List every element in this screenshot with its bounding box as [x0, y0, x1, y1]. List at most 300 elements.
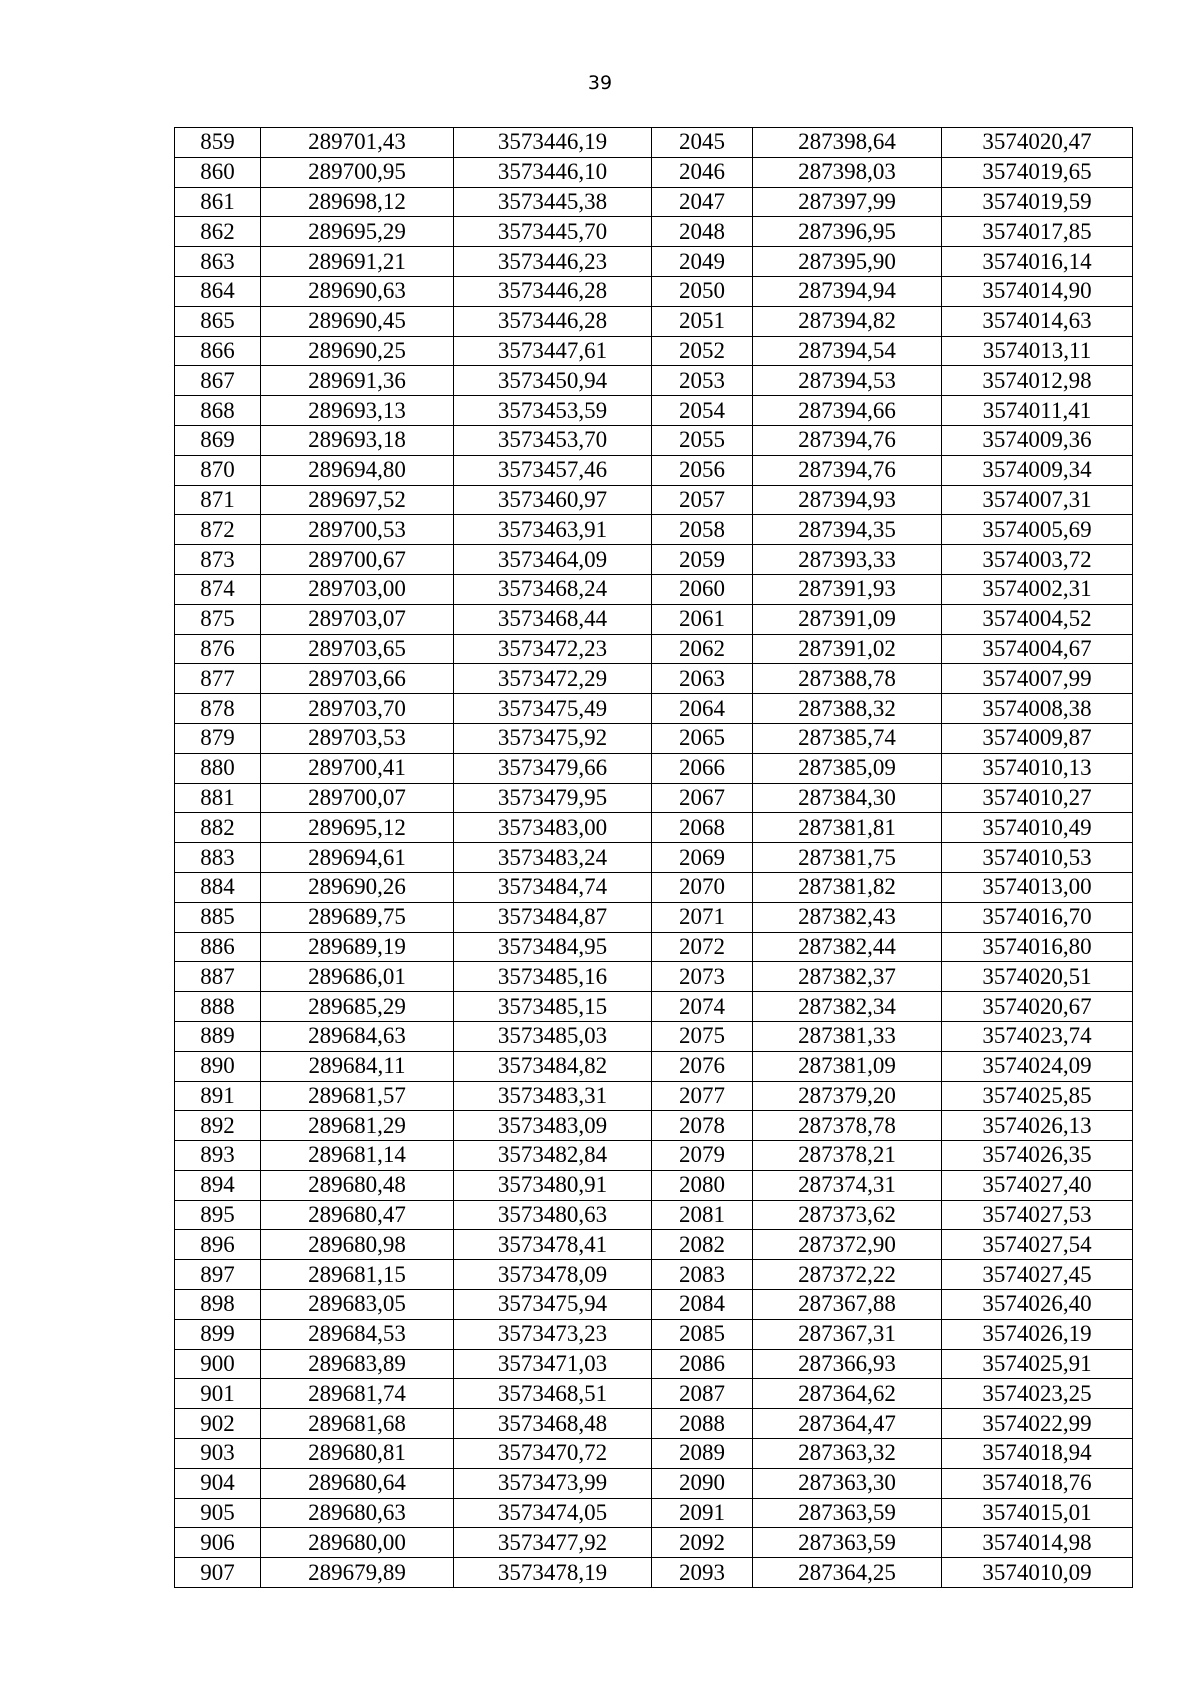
- table-row: [175, 902, 1133, 932]
- point-number-cell: 2089: [652, 1439, 753, 1469]
- x-coordinate-cell: 287393,33: [753, 545, 942, 575]
- point-number-cell: 2081: [652, 1200, 753, 1230]
- x-coordinate-cell: 287384,30: [753, 783, 942, 813]
- x-coordinate-cell: 289689,75: [261, 902, 454, 932]
- point-number-cell: 868: [175, 396, 261, 426]
- x-coordinate-cell: 287381,33: [753, 1021, 942, 1051]
- point-number-cell: 873: [175, 545, 261, 575]
- point-number-cell: 2059: [652, 545, 753, 575]
- x-coordinate-cell: 287395,90: [753, 247, 942, 277]
- y-coordinate-cell: 3574008,38: [942, 694, 1133, 724]
- y-coordinate-cell: 3574002,31: [942, 574, 1133, 604]
- point-number-cell: 2082: [652, 1230, 753, 1260]
- point-number-cell: 2084: [652, 1290, 753, 1320]
- table-row: [175, 306, 1133, 336]
- y-coordinate-cell: 3573475,49: [454, 694, 652, 724]
- point-number-cell: 889: [175, 1021, 261, 1051]
- point-number-cell: 866: [175, 336, 261, 366]
- table-row: [175, 366, 1133, 396]
- point-number-cell: 863: [175, 247, 261, 277]
- point-number-cell: 901: [175, 1379, 261, 1409]
- y-coordinate-cell: 3574026,19: [942, 1319, 1133, 1349]
- point-number-cell: 2049: [652, 247, 753, 277]
- x-coordinate-cell: 289684,11: [261, 1051, 454, 1081]
- table-row: [175, 843, 1133, 873]
- table-row: [175, 425, 1133, 455]
- y-coordinate-cell: 3574027,54: [942, 1230, 1133, 1260]
- x-coordinate-cell: 289695,29: [261, 217, 454, 247]
- y-coordinate-cell: 3574017,85: [942, 217, 1133, 247]
- y-coordinate-cell: 3573453,59: [454, 396, 652, 426]
- point-number-cell: 878: [175, 694, 261, 724]
- x-coordinate-cell: 287394,54: [753, 336, 942, 366]
- point-number-cell: 898: [175, 1290, 261, 1320]
- x-coordinate-cell: 289680,00: [261, 1528, 454, 1558]
- y-coordinate-cell: 3574023,74: [942, 1021, 1133, 1051]
- x-coordinate-cell: 289684,63: [261, 1021, 454, 1051]
- y-coordinate-cell: 3573470,72: [454, 1439, 652, 1469]
- y-coordinate-cell: 3573473,99: [454, 1468, 652, 1498]
- y-coordinate-cell: 3574020,47: [942, 128, 1133, 158]
- x-coordinate-cell: 287391,09: [753, 604, 942, 634]
- x-coordinate-cell: 287381,82: [753, 872, 942, 902]
- point-number-cell: 896: [175, 1230, 261, 1260]
- point-number-cell: 886: [175, 932, 261, 962]
- x-coordinate-cell: 289681,15: [261, 1260, 454, 1290]
- x-coordinate-cell: 287388,32: [753, 694, 942, 724]
- x-coordinate-cell: 287396,95: [753, 217, 942, 247]
- point-number-cell: 871: [175, 485, 261, 515]
- x-coordinate-cell: 287391,02: [753, 634, 942, 664]
- point-number-cell: 2088: [652, 1409, 753, 1439]
- table-row: [175, 1021, 1133, 1051]
- y-coordinate-cell: 3573468,48: [454, 1409, 652, 1439]
- point-number-cell: 888: [175, 992, 261, 1022]
- y-coordinate-cell: 3574009,87: [942, 723, 1133, 753]
- table-row: [175, 783, 1133, 813]
- point-number-cell: 885: [175, 902, 261, 932]
- point-number-cell: 904: [175, 1468, 261, 1498]
- point-number-cell: 2064: [652, 694, 753, 724]
- x-coordinate-cell: 287379,20: [753, 1081, 942, 1111]
- y-coordinate-cell: 3573453,70: [454, 425, 652, 455]
- point-number-cell: 887: [175, 962, 261, 992]
- x-coordinate-cell: 287397,99: [753, 187, 942, 217]
- point-number-cell: 2091: [652, 1498, 753, 1528]
- point-number-cell: 899: [175, 1319, 261, 1349]
- point-number-cell: 2077: [652, 1081, 753, 1111]
- point-number-cell: 905: [175, 1498, 261, 1528]
- point-number-cell: 2066: [652, 753, 753, 783]
- y-coordinate-cell: 3574009,36: [942, 425, 1133, 455]
- x-coordinate-cell: 289697,52: [261, 485, 454, 515]
- table-row: [175, 664, 1133, 694]
- x-coordinate-cell: 289703,70: [261, 694, 454, 724]
- table-row: [175, 694, 1133, 724]
- point-number-cell: 907: [175, 1558, 261, 1588]
- point-number-cell: 861: [175, 187, 261, 217]
- point-number-cell: 865: [175, 306, 261, 336]
- x-coordinate-cell: 289691,21: [261, 247, 454, 277]
- point-number-cell: 2061: [652, 604, 753, 634]
- point-number-cell: 2056: [652, 455, 753, 485]
- point-number-cell: 874: [175, 574, 261, 604]
- point-number-cell: 2073: [652, 962, 753, 992]
- x-coordinate-cell: 289690,25: [261, 336, 454, 366]
- point-number-cell: 2072: [652, 932, 753, 962]
- y-coordinate-cell: 3573483,24: [454, 843, 652, 873]
- x-coordinate-cell: 287394,93: [753, 485, 942, 515]
- x-coordinate-cell: 287372,90: [753, 1230, 942, 1260]
- y-coordinate-cell: 3573484,87: [454, 902, 652, 932]
- y-coordinate-cell: 3574003,72: [942, 545, 1133, 575]
- point-number-cell: 2075: [652, 1021, 753, 1051]
- y-coordinate-cell: 3573450,94: [454, 366, 652, 396]
- table-row: [175, 455, 1133, 485]
- y-coordinate-cell: 3574014,98: [942, 1528, 1133, 1558]
- x-coordinate-cell: 289700,67: [261, 545, 454, 575]
- y-coordinate-cell: 3574016,80: [942, 932, 1133, 962]
- point-number-cell: 2045: [652, 128, 753, 158]
- x-coordinate-cell: 287372,22: [753, 1260, 942, 1290]
- x-coordinate-cell: 287385,74: [753, 723, 942, 753]
- y-coordinate-cell: 3574014,63: [942, 306, 1133, 336]
- y-coordinate-cell: 3574004,67: [942, 634, 1133, 664]
- table-row: [175, 992, 1133, 1022]
- table-row: [175, 1349, 1133, 1379]
- x-coordinate-cell: 289694,61: [261, 843, 454, 873]
- point-number-cell: 891: [175, 1081, 261, 1111]
- x-coordinate-cell: 287363,32: [753, 1439, 942, 1469]
- point-number-cell: 872: [175, 515, 261, 545]
- y-coordinate-cell: 3573446,28: [454, 276, 652, 306]
- point-number-cell: 877: [175, 664, 261, 694]
- table-row: [175, 1051, 1133, 1081]
- table-row: [175, 485, 1133, 515]
- table-row: [175, 1200, 1133, 1230]
- y-coordinate-cell: 3574010,53: [942, 843, 1133, 873]
- point-number-cell: 2093: [652, 1558, 753, 1588]
- x-coordinate-cell: 287364,47: [753, 1409, 942, 1439]
- table-row: [175, 1141, 1133, 1171]
- y-coordinate-cell: 3574005,69: [942, 515, 1133, 545]
- x-coordinate-cell: 289686,01: [261, 962, 454, 992]
- x-coordinate-cell: 289681,14: [261, 1141, 454, 1171]
- x-coordinate-cell: 287367,31: [753, 1319, 942, 1349]
- point-number-cell: 880: [175, 753, 261, 783]
- y-coordinate-cell: 3573446,10: [454, 157, 652, 187]
- y-coordinate-cell: 3574007,31: [942, 485, 1133, 515]
- table-row: [175, 1111, 1133, 1141]
- point-number-cell: 2053: [652, 366, 753, 396]
- x-coordinate-cell: 287398,64: [753, 128, 942, 158]
- point-number-cell: 870: [175, 455, 261, 485]
- x-coordinate-cell: 289694,80: [261, 455, 454, 485]
- point-number-cell: 2083: [652, 1260, 753, 1290]
- point-number-cell: 2052: [652, 336, 753, 366]
- y-coordinate-cell: 3573478,19: [454, 1558, 652, 1588]
- y-coordinate-cell: 3573471,03: [454, 1349, 652, 1379]
- x-coordinate-cell: 287367,88: [753, 1290, 942, 1320]
- table-row: [175, 1528, 1133, 1558]
- point-number-cell: 875: [175, 604, 261, 634]
- y-coordinate-cell: 3574025,85: [942, 1081, 1133, 1111]
- table-row: [175, 962, 1133, 992]
- y-coordinate-cell: 3573485,03: [454, 1021, 652, 1051]
- x-coordinate-cell: 287394,66: [753, 396, 942, 426]
- table-row: [175, 1439, 1133, 1469]
- point-number-cell: 900: [175, 1349, 261, 1379]
- table-row: [175, 872, 1133, 902]
- y-coordinate-cell: 3574018,76: [942, 1468, 1133, 1498]
- table-row: [175, 1409, 1133, 1439]
- y-coordinate-cell: 3574027,40: [942, 1170, 1133, 1200]
- point-number-cell: 890: [175, 1051, 261, 1081]
- y-coordinate-cell: 3573474,05: [454, 1498, 652, 1528]
- table-row: [175, 396, 1133, 426]
- point-number-cell: 903: [175, 1439, 261, 1469]
- y-coordinate-cell: 3574026,13: [942, 1111, 1133, 1141]
- point-number-cell: 2067: [652, 783, 753, 813]
- x-coordinate-cell: 287381,75: [753, 843, 942, 873]
- x-coordinate-cell: 287382,37: [753, 962, 942, 992]
- y-coordinate-cell: 3574025,91: [942, 1349, 1133, 1379]
- y-coordinate-cell: 3573483,00: [454, 813, 652, 843]
- point-number-cell: 2055: [652, 425, 753, 455]
- point-number-cell: 2062: [652, 634, 753, 664]
- table-row: [175, 753, 1133, 783]
- x-coordinate-cell: 287394,53: [753, 366, 942, 396]
- point-number-cell: 2080: [652, 1170, 753, 1200]
- x-coordinate-cell: 287373,62: [753, 1200, 942, 1230]
- y-coordinate-cell: 3573446,23: [454, 247, 652, 277]
- table-row: [175, 604, 1133, 634]
- y-coordinate-cell: 3573485,15: [454, 992, 652, 1022]
- x-coordinate-cell: 289700,07: [261, 783, 454, 813]
- point-number-cell: 895: [175, 1200, 261, 1230]
- point-number-cell: 881: [175, 783, 261, 813]
- table-row: [175, 1290, 1133, 1320]
- x-coordinate-cell: 289701,43: [261, 128, 454, 158]
- x-coordinate-cell: 289683,05: [261, 1290, 454, 1320]
- y-coordinate-cell: 3574026,35: [942, 1141, 1133, 1171]
- y-coordinate-cell: 3573475,92: [454, 723, 652, 753]
- x-coordinate-cell: 289698,12: [261, 187, 454, 217]
- y-coordinate-cell: 3573468,24: [454, 574, 652, 604]
- y-coordinate-cell: 3573446,28: [454, 306, 652, 336]
- y-coordinate-cell: 3573460,97: [454, 485, 652, 515]
- x-coordinate-cell: 287374,31: [753, 1170, 942, 1200]
- y-coordinate-cell: 3574019,65: [942, 157, 1133, 187]
- point-number-cell: 2086: [652, 1349, 753, 1379]
- x-coordinate-cell: 289690,26: [261, 872, 454, 902]
- x-coordinate-cell: 287394,94: [753, 276, 942, 306]
- y-coordinate-cell: 3574026,40: [942, 1290, 1133, 1320]
- x-coordinate-cell: 289703,65: [261, 634, 454, 664]
- point-number-cell: 869: [175, 425, 261, 455]
- x-coordinate-cell: 287366,93: [753, 1349, 942, 1379]
- y-coordinate-cell: 3573478,41: [454, 1230, 652, 1260]
- x-coordinate-cell: 287388,78: [753, 664, 942, 694]
- x-coordinate-cell: 289695,12: [261, 813, 454, 843]
- table-row: [175, 574, 1133, 604]
- y-coordinate-cell: 3573483,31: [454, 1081, 652, 1111]
- x-coordinate-cell: 289680,63: [261, 1498, 454, 1528]
- point-number-cell: 862: [175, 217, 261, 247]
- table-row: [175, 723, 1133, 753]
- y-coordinate-cell: 3573480,91: [454, 1170, 652, 1200]
- point-number-cell: 2051: [652, 306, 753, 336]
- y-coordinate-cell: 3574023,25: [942, 1379, 1133, 1409]
- x-coordinate-cell: 287391,93: [753, 574, 942, 604]
- point-number-cell: 2085: [652, 1319, 753, 1349]
- x-coordinate-cell: 287364,62: [753, 1379, 942, 1409]
- point-number-cell: 860: [175, 157, 261, 187]
- table-row: [175, 1081, 1133, 1111]
- point-number-cell: 883: [175, 843, 261, 873]
- y-coordinate-cell: 3573446,19: [454, 128, 652, 158]
- x-coordinate-cell: 289680,47: [261, 1200, 454, 1230]
- y-coordinate-cell: 3574010,49: [942, 813, 1133, 843]
- x-coordinate-cell: 289679,89: [261, 1558, 454, 1588]
- point-number-cell: 2063: [652, 664, 753, 694]
- point-number-cell: 2058: [652, 515, 753, 545]
- y-coordinate-cell: 3573457,46: [454, 455, 652, 485]
- y-coordinate-cell: 3573483,09: [454, 1111, 652, 1141]
- y-coordinate-cell: 3573477,92: [454, 1528, 652, 1558]
- x-coordinate-cell: 289690,63: [261, 276, 454, 306]
- y-coordinate-cell: 3573479,95: [454, 783, 652, 813]
- x-coordinate-cell: 289700,53: [261, 515, 454, 545]
- x-coordinate-cell: 289681,57: [261, 1081, 454, 1111]
- x-coordinate-cell: 287363,59: [753, 1528, 942, 1558]
- y-coordinate-cell: 3574019,59: [942, 187, 1133, 217]
- y-coordinate-cell: 3573473,23: [454, 1319, 652, 1349]
- x-coordinate-cell: 289689,19: [261, 932, 454, 962]
- point-number-cell: 892: [175, 1111, 261, 1141]
- table-row: [175, 1170, 1133, 1200]
- y-coordinate-cell: 3574027,45: [942, 1260, 1133, 1290]
- table-row: [175, 1379, 1133, 1409]
- y-coordinate-cell: 3574016,70: [942, 902, 1133, 932]
- coordinates-table: [174, 127, 1133, 1588]
- y-coordinate-cell: 3573484,82: [454, 1051, 652, 1081]
- y-coordinate-cell: 3574004,52: [942, 604, 1133, 634]
- y-coordinate-cell: 3573445,38: [454, 187, 652, 217]
- y-coordinate-cell: 3573468,44: [454, 604, 652, 634]
- table-row: [175, 813, 1133, 843]
- table-row: [175, 1230, 1133, 1260]
- x-coordinate-cell: 289680,98: [261, 1230, 454, 1260]
- table-row: [175, 515, 1133, 545]
- y-coordinate-cell: 3574015,01: [942, 1498, 1133, 1528]
- table-row: [175, 1498, 1133, 1528]
- y-coordinate-cell: 3574009,34: [942, 455, 1133, 485]
- y-coordinate-cell: 3574014,90: [942, 276, 1133, 306]
- point-number-cell: 2076: [652, 1051, 753, 1081]
- x-coordinate-cell: 289684,53: [261, 1319, 454, 1349]
- point-number-cell: 2048: [652, 217, 753, 247]
- x-coordinate-cell: 289680,81: [261, 1439, 454, 1469]
- point-number-cell: 897: [175, 1260, 261, 1290]
- x-coordinate-cell: 289693,13: [261, 396, 454, 426]
- y-coordinate-cell: 3573482,84: [454, 1141, 652, 1171]
- x-coordinate-cell: 289685,29: [261, 992, 454, 1022]
- point-number-cell: 2078: [652, 1111, 753, 1141]
- x-coordinate-cell: 289681,29: [261, 1111, 454, 1141]
- x-coordinate-cell: 289703,66: [261, 664, 454, 694]
- x-coordinate-cell: 287363,30: [753, 1468, 942, 1498]
- x-coordinate-cell: 289690,45: [261, 306, 454, 336]
- x-coordinate-cell: 289703,07: [261, 604, 454, 634]
- y-coordinate-cell: 3573485,16: [454, 962, 652, 992]
- y-coordinate-cell: 3574013,00: [942, 872, 1133, 902]
- point-number-cell: 2070: [652, 872, 753, 902]
- x-coordinate-cell: 287381,09: [753, 1051, 942, 1081]
- x-coordinate-cell: 289680,64: [261, 1468, 454, 1498]
- x-coordinate-cell: 287378,78: [753, 1111, 942, 1141]
- x-coordinate-cell: 289691,36: [261, 366, 454, 396]
- point-number-cell: 2060: [652, 574, 753, 604]
- y-coordinate-cell: 3573475,94: [454, 1290, 652, 1320]
- table-row: [175, 187, 1133, 217]
- y-coordinate-cell: 3574027,53: [942, 1200, 1133, 1230]
- y-coordinate-cell: 3574013,11: [942, 336, 1133, 366]
- x-coordinate-cell: 287378,21: [753, 1141, 942, 1171]
- table-row: [175, 276, 1133, 306]
- point-number-cell: 2079: [652, 1141, 753, 1171]
- y-coordinate-cell: 3573472,29: [454, 664, 652, 694]
- x-coordinate-cell: 289700,41: [261, 753, 454, 783]
- point-number-cell: 2047: [652, 187, 753, 217]
- x-coordinate-cell: 287382,34: [753, 992, 942, 1022]
- point-number-cell: 882: [175, 813, 261, 843]
- x-coordinate-cell: 287364,25: [753, 1558, 942, 1588]
- x-coordinate-cell: 289681,68: [261, 1409, 454, 1439]
- y-coordinate-cell: 3574020,51: [942, 962, 1133, 992]
- x-coordinate-cell: 287381,81: [753, 813, 942, 843]
- y-coordinate-cell: 3573447,61: [454, 336, 652, 366]
- x-coordinate-cell: 289681,74: [261, 1379, 454, 1409]
- point-number-cell: 859: [175, 128, 261, 158]
- y-coordinate-cell: 3574022,99: [942, 1409, 1133, 1439]
- y-coordinate-cell: 3573472,23: [454, 634, 652, 664]
- x-coordinate-cell: 289680,48: [261, 1170, 454, 1200]
- table-row: [175, 1468, 1133, 1498]
- y-coordinate-cell: 3573464,09: [454, 545, 652, 575]
- x-coordinate-cell: 287363,59: [753, 1498, 942, 1528]
- point-number-cell: 893: [175, 1141, 261, 1171]
- point-number-cell: 2054: [652, 396, 753, 426]
- point-number-cell: 884: [175, 872, 261, 902]
- point-number-cell: 2050: [652, 276, 753, 306]
- point-number-cell: 879: [175, 723, 261, 753]
- y-coordinate-cell: 3573463,91: [454, 515, 652, 545]
- table-row: [175, 1319, 1133, 1349]
- point-number-cell: 2087: [652, 1379, 753, 1409]
- table-row: [175, 336, 1133, 366]
- x-coordinate-cell: 289683,89: [261, 1349, 454, 1379]
- y-coordinate-cell: 3574011,41: [942, 396, 1133, 426]
- point-number-cell: 867: [175, 366, 261, 396]
- y-coordinate-cell: 3573479,66: [454, 753, 652, 783]
- point-number-cell: 906: [175, 1528, 261, 1558]
- y-coordinate-cell: 3573468,51: [454, 1379, 652, 1409]
- table-row: [175, 545, 1133, 575]
- y-coordinate-cell: 3574024,09: [942, 1051, 1133, 1081]
- point-number-cell: 2071: [652, 902, 753, 932]
- point-number-cell: 902: [175, 1409, 261, 1439]
